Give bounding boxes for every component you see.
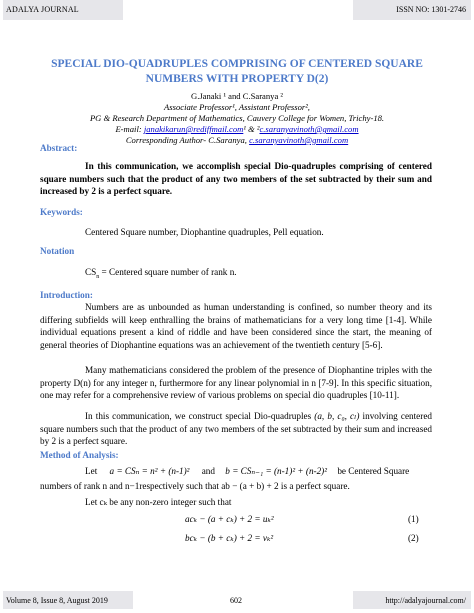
method-let: Let — [85, 466, 98, 476]
intro-paragraph-2: Many mathematicians considered the problem of the presence of Diophantine triples with the property D(n) for any integer n, furthermore for any linear polynomial in n [7-9]. In this specific situation, one may refer for a comprehensive review of various problems on special dio quadruples [10-11]. — [40, 365, 432, 401]
intro-p3-start: In this communication, we construct special Dio-quadruples — [85, 411, 312, 421]
method-heading: Method of Analysis: — [40, 450, 119, 460]
notation-symbol: CS — [85, 267, 97, 277]
method-and: and — [201, 466, 215, 476]
method-eq-b: b = CSₙ₋₁ = (n-1)² + (n-2)² — [225, 466, 328, 476]
keywords-text: Centered Square number, Diophantine quadruples, Pell equation. — [85, 227, 324, 237]
notation-subscript: n — [96, 273, 100, 280]
method-line-2: numbers of rank n and n−1respectively such that ab − (a + b) + 2 is a perfect square. — [40, 481, 350, 491]
notation-text — [85, 266, 432, 283]
title-line-2: NUMBERS WITH PROPERTY D(2) — [145, 73, 329, 85]
affiliation: PG & Research Department of Mathematics, Cauvery College for Women, Trichy-18. — [89, 113, 385, 123]
email-link-1[interactable]: janakikarun@rediffmail.com — [143, 124, 244, 134]
email-link-2[interactable]: c.saranyavinoth@gmail.com — [259, 124, 359, 134]
notation-definition: = Centered square number of rank n. — [99, 267, 237, 277]
author-roles: Associate Professor¹, Assistant Professor², — [164, 102, 310, 112]
footer-url[interactable]: http://adalyajournal.com/ — [385, 596, 466, 605]
method-line-3: Let cₖ be any non-zero integer such that — [85, 497, 232, 507]
issn-number: ISSN NO: 1301-2746 — [396, 5, 466, 14]
email-separator: ¹ & ² — [243, 124, 260, 134]
equation-1: acₖ − (a + cₖ) + 2 = uₖ² — [185, 514, 274, 524]
equation-2: bcₖ − (b + cₖ) + 2 = vₖ² — [185, 533, 274, 543]
equation-2-number: (2) — [408, 533, 419, 543]
intro-p3-math: (a, b, c₀, cₗ) — [314, 411, 360, 421]
intro-paragraph-1: Numbers are as unbounded as human understanding is confined, so number theory and its differing subfields will keep enthralling the brains of mathematicians for a very long time [1-4]. While individual equations present a kind of riddle and have been considered since the start, the meaning of general theories of Diophantine equations was an achievement of the twentieth century [5-6]. — [40, 302, 432, 350]
method-be-cs: be Centered Square — [337, 466, 410, 476]
equation-1-number: (1) — [408, 514, 419, 524]
introduction-heading: Introduction: — [40, 290, 93, 300]
method-eq-a: a = CSₙ = n² + (n-1)² — [109, 466, 190, 476]
abstract-heading: Abstract: — [40, 143, 78, 153]
corresponding-author — [60, 135, 414, 146]
email-prefix: E-mail: — [115, 124, 144, 134]
email-line — [60, 124, 414, 135]
footer-page-number: 602 — [230, 596, 242, 605]
title-line-1: SPECIAL DIO-QUADRUPLES COMPRISING OF CENTERED SQUARE — [51, 58, 423, 70]
notation-heading: Notation — [40, 246, 75, 256]
intro-p3-end: involving centered square numbers such that the product of any two members of the set subtracted by their sum and increased by 2 is a perfect square. — [40, 411, 432, 447]
abstract-text: In this communication, we accomplish special Dio-quadruples comprising of centered square numbers such that the product of any two members of the set subtracted by their sum and increased by 2 is a perfect square. — [40, 161, 432, 197]
author-names: G.Janaki ¹ and C.Saranya ² — [190, 91, 284, 101]
paper-title — [40, 57, 434, 87]
journal-name: ADALYA JOURNAL — [6, 5, 79, 14]
footer-volume: Volume 8, Issue 8, August 2019 — [6, 596, 108, 605]
corresponding-label: Corresponding Author- C.Saranya, — [125, 135, 247, 145]
corresponding-email-link[interactable]: c.saranyavinoth@gmail.com — [249, 135, 349, 145]
keywords-heading: Keywords: — [40, 207, 83, 217]
method-line-1 — [40, 465, 432, 478]
intro-paragraph-3 — [40, 410, 432, 448]
